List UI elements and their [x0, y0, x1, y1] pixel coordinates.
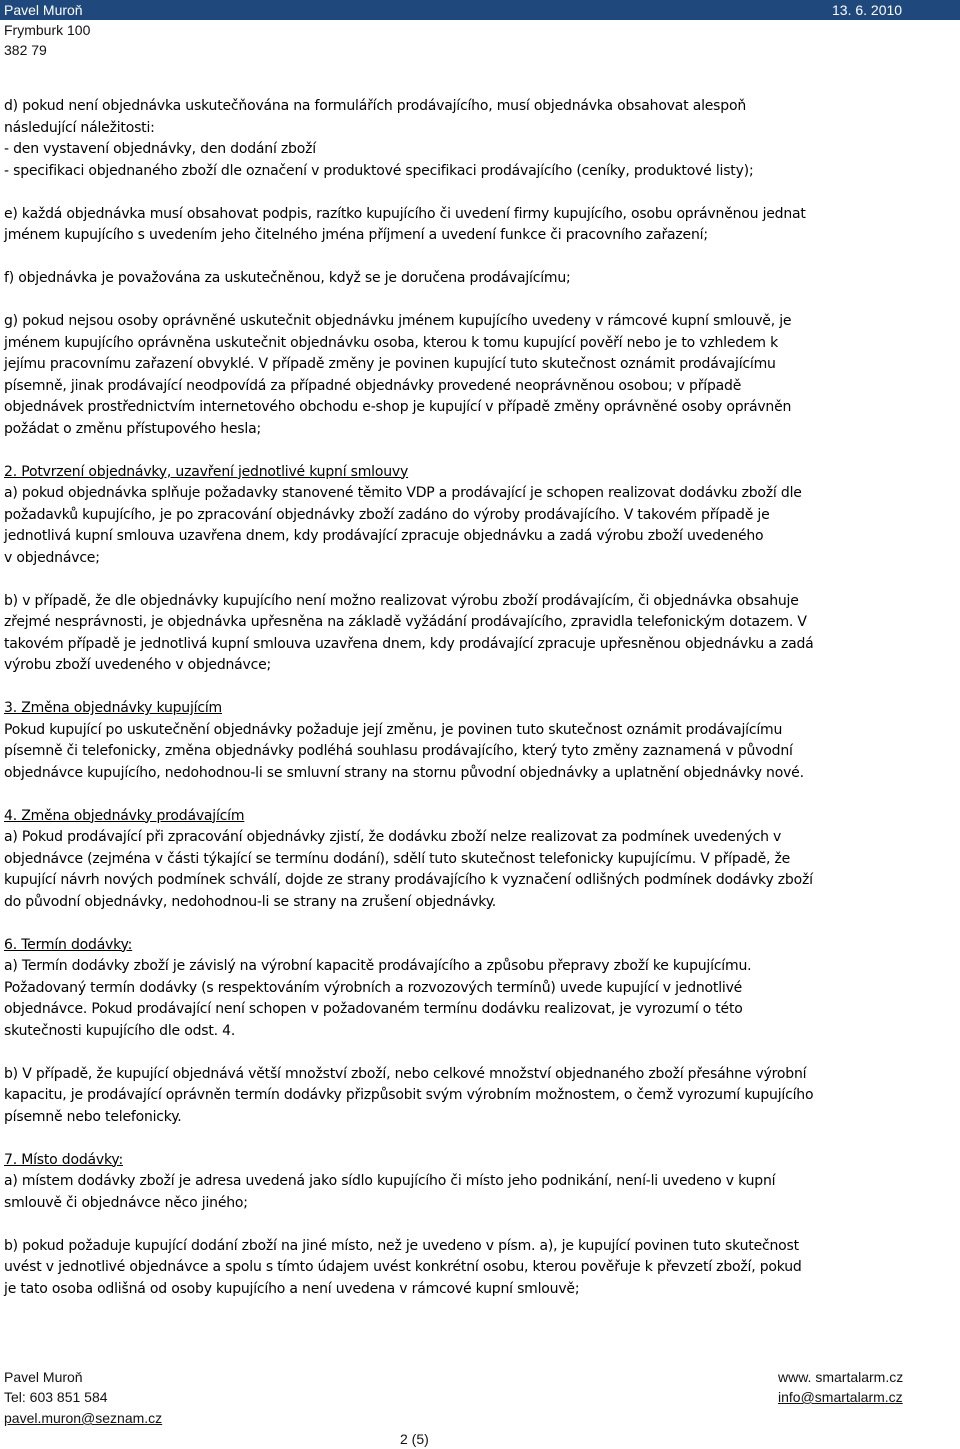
document-body [4, 96, 956, 1322]
text-line: b) v případě, že dle objednávky kupujícího není možno realizovat výrobu zboží prodávajícím, či objednávka obsahuje [4, 592, 799, 609]
text-line: - den vystavení objednávky, den dodání zboží [4, 141, 316, 157]
section-4 [4, 806, 956, 914]
text-line: e) každá objednávka musí obsahovat podpis, razítko kupujícího či uvedení firmy kupujícího, osobu oprávněnou jednat [4, 205, 806, 222]
text-line: a) Termín dodávky zboží je závislý na výrobní kapacitě prodávajícího a způsobu přepravy zboží ke kupujícímu. [4, 958, 752, 974]
footer-website[interactable]: www. smartalarm.cz [778, 1369, 904, 1385]
text-line: b) pokud požaduje kupující dodání zboží na jiné místo, než je uvedeno v písm. a), je kupující povinen tuto skutečnost [4, 1237, 799, 1254]
text-line: objednávce. Pokud prodávající není schopen v požadovaném termínu dodávku realizovat, je vyrozumí o této [4, 1001, 743, 1017]
text-line: písemně nebo telefonicky. [4, 1108, 182, 1125]
paragraph-f [4, 268, 956, 290]
footer-info-email-link[interactable]: info@smartalarm.cz [778, 1389, 903, 1405]
text-line: kupující návrh nových podmínek schválí, dojde ze strany prodávajícího k vyznačení odlišných podmínek dodávky zboží [4, 872, 813, 888]
header-date: 13. 6. 2010 [832, 2, 903, 18]
text-line: v objednávce; [4, 549, 100, 566]
text-line: Požadovaný termín dodávky (s respektováním výrobních a rozvozových termínů) uvede kupující v jednotlivé [4, 979, 743, 996]
text-line: g) pokud nejsou osoby oprávněné uskutečnit objednávku jménem kupujícího uvedeny v rámcové kupní smlouvě, je [4, 313, 792, 329]
text-line: objednávce (zejména v části týkající se termínu dodání), sdělí tuto skutečnost telefonicky kupujícímu. V případě, že [4, 850, 791, 867]
text-line: a) místem dodávky zboží je adresa uvedená jako sídlo kupujícího či místo jeho podnikání, není-li uvedeno v kupní [4, 1173, 776, 1189]
header-zip: 382 79 [4, 42, 47, 58]
text-line: jednotlivá kupní smlouva uzavřena dnem, kdy prodávající zpracuje objednávku a zadá výrobu zboží uvedeného [4, 528, 764, 544]
section-2-part-b [4, 591, 956, 677]
text-line: objednávek prostřednictvím internetového obchodu e-shop je kupující v případě změny oprávněné osoby oprávněn [4, 399, 792, 415]
section-3 [4, 698, 956, 784]
paragraph-d [4, 96, 956, 182]
text-line: výrobu zboží uvedeného v objednávce; [4, 657, 272, 673]
text-line: - specifikaci objednaného zboží dle označení v produktové specifikaci prodávajícího (ceníky, produktové listy); [4, 162, 754, 179]
footer-name: Pavel Muroň [4, 1369, 83, 1385]
section-2-title: 2. Potvrzení objednávky, uzavření jednotlivé kupní smlouvy [4, 463, 409, 480]
text-line: zřejmé nesprávnosti, je objednávka upřesněna na základě vyžádání prodávajícího, zpravidla telefonickým dotazem. V [4, 614, 807, 630]
text-line: písemně, jinak prodávající neodpovídá za případné objednávky provedené neoprávněnou osobou; v případě [4, 377, 742, 394]
section-3-title: 3. Změna objednávky kupujícím [4, 700, 222, 716]
text-line: a) Pokud prodávající při zpracování objednávky zjistí, že dodávku zboží nelze realizovat za podmínek uvedených v [4, 829, 782, 845]
text-line: uvést v jednotlivé objednávce a spolu s tímto údajem uvést konkrétní osobu, kterou pověřuje k převzetí zboží, pokud [4, 1259, 802, 1275]
header-band [0, 0, 960, 20]
text-line: je tato osoba odlišná od osoby kupujícího a není uvedena v rámcové kupní smlouvě; [4, 1280, 580, 1297]
text-line: b) V případě, že kupující objednává větší množství zboží, nebo celkové množství objednaného zboží přesáhne výrobní [4, 1065, 807, 1082]
text-line: a) pokud objednávka splňuje požadavky stanovené těmito VDP a prodávající je schopen realizovat dodávku zboží dle [4, 485, 802, 501]
text-line: skutečnosti kupujícího dle odst. 4. [4, 1022, 236, 1039]
footer-email-link[interactable]: pavel.muron@seznam.cz [4, 1410, 163, 1426]
text-line: takovém případě je jednotlivá kupní smlouva uzavřena dnem, kdy prodávající zpracuje upřesněnou objednávku a zadá [4, 635, 814, 652]
text-line: d) pokud není objednávka uskutečňována na formulářích prodávajícího, musí objednávka obsahovat alespoň [4, 98, 746, 114]
text-line: jejímu pracovnímu zařazení obvyklé. V případě změny je povinen kupující tuto skutečnost oznámit prodávajícímu [4, 356, 776, 372]
text-line: smlouvě či objednávce něco jiného; [4, 1194, 248, 1211]
section-2-part-a [4, 462, 956, 570]
text-line: následující náležitosti: [4, 119, 155, 136]
text-line: Pokud kupující po uskutečnění objednávky požaduje její změnu, je povinen tuto skutečnost oznámit prodávajícímu [4, 721, 783, 738]
text-line: objednávce kupujícího, nedohodnou-li se smluvní strany na stornu původní objednávky a uplatnění objednávky nové. [4, 764, 804, 781]
text-line: písemně či telefonicky, změna objednávky podléhá souhlasu prodávajícího, který tyto změny zaznamená v původní [4, 743, 793, 759]
section-7-title: 7. Místo dodávky: [4, 1151, 123, 1168]
section-6-part-a [4, 935, 956, 1043]
paragraph-e [4, 204, 956, 247]
page-number: 2 (5) [400, 1431, 429, 1447]
header-street: Frymburk 100 [4, 22, 91, 38]
section-7-part-b [4, 1236, 956, 1301]
text-line: požádat o změnu přístupového hesla; [4, 420, 261, 437]
text-line: jménem kupujícího s uvedením jeho čitelného jména příjmení a uvedení funkce či pracovního zařazení; [4, 227, 708, 243]
text-line: jménem kupujícího oprávněna uskutečnit objednávku osoba, kterou k tomu kupující pověří nebo je to vzhledem k [4, 334, 778, 351]
text-line: kapacitu, je prodávající oprávněn termín dodávky přizpůsobit svým výrobním možnostem, o čemž vyrozumí kupujícího [4, 1087, 814, 1103]
paragraph-g [4, 311, 956, 440]
text-line: požadavků kupujícího, je po zpracování objednávky zboží zadáno do výroby prodávajícího. V takovém případě je [4, 506, 770, 523]
section-7-part-a [4, 1150, 956, 1215]
text-line: do původní objednávky, nedohodnou-li se strany na zrušení objednávky. [4, 893, 497, 910]
section-4-title: 4. Změna objednávky prodávajícím [4, 807, 245, 824]
header-name: Pavel Muroň [4, 2, 83, 18]
footer-phone: Tel: 603 851 584 [4, 1389, 108, 1405]
section-6-part-b [4, 1064, 956, 1129]
section-6-title: 6. Termín dodávky: [4, 936, 133, 953]
text-line: f) objednávka je považována za uskutečněnou, když se je doručena prodávajícímu; [4, 270, 571, 286]
